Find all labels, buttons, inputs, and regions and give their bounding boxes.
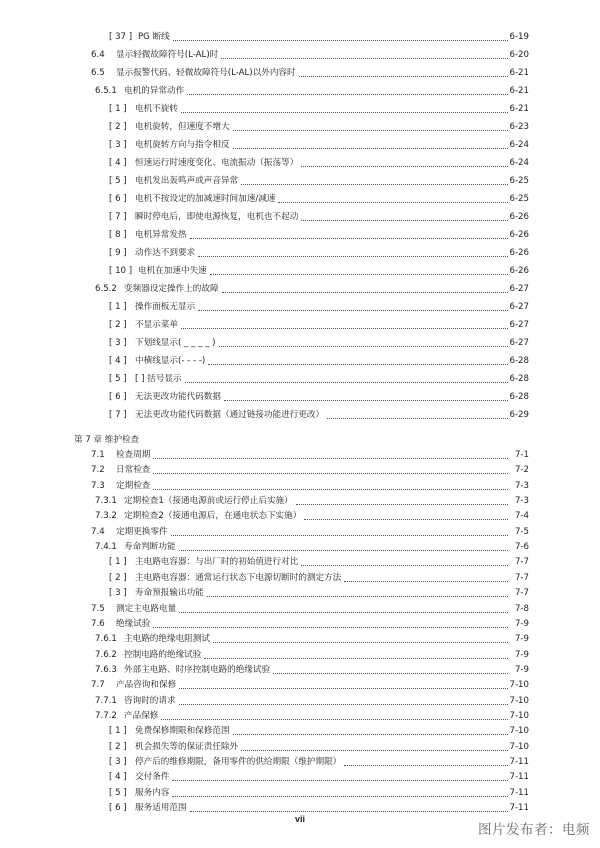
toc-entry-number: 7.1 (91, 450, 105, 460)
toc-entry-number: 6.5 (91, 68, 105, 78)
toc-entry-page: 6-27 (509, 302, 529, 312)
toc-entry-page: 7-1 (514, 450, 529, 460)
dot-leader (221, 44, 508, 59)
toc-entry-number: 7.6.2 (95, 649, 117, 660)
toc-entry-page: 6-24 (509, 140, 529, 150)
dot-leader (179, 598, 508, 613)
toc-entry-page: 6-25 (509, 176, 529, 186)
toc-entry-title: 显示报警代码、轻微故障符号(L-AL)以外内容时 (116, 68, 296, 78)
toc-entry-page: 7-10 (509, 741, 529, 752)
toc-entry-title: 测定主电路电量 (116, 603, 177, 614)
dot-leader (233, 116, 508, 131)
dot-leader (207, 582, 508, 597)
toc-entry-number: [ 8 ] (109, 230, 127, 240)
toc-entry-number: [ 6 ] (109, 194, 127, 204)
toc-entry-title: 电机发出轰鸣声或声音异常 (135, 176, 239, 186)
toc-entry-page: 7-6 (514, 542, 529, 553)
toc-entry-title: 咨询时的请求 (124, 695, 176, 706)
toc-entry-title: 主电路电容器：通常运行状态下电源切断时的测定方法 (135, 572, 342, 583)
toc-entry-page: 7-4 (514, 511, 529, 522)
dot-leader (153, 613, 508, 628)
toc-entry-title: 电机旋转，但速度不增大 (135, 122, 230, 132)
dot-leader (179, 536, 508, 551)
toc-entry-page: 7-7 (514, 588, 529, 599)
toc-entry-number: [ 7 ] (109, 212, 127, 222)
toc-entry-number: 7.6.1 (95, 634, 117, 645)
toc-entry-page: 6-29 (509, 410, 529, 420)
toc-entry-page: 7-7 (514, 557, 529, 568)
toc-entry-page: 6-26 (509, 230, 529, 240)
toc-entry-title: 无法更改功能代码数据（通过链接功能进行更改） (135, 410, 325, 420)
toc-entry-page: 6-28 (509, 356, 529, 366)
toc-entry-number: [ 1 ] (109, 726, 127, 737)
toc-entry-number: [ 4 ] (109, 356, 127, 366)
toc-entry-number: [ 2 ] (109, 320, 127, 330)
toc-entry-number: 7.5 (91, 603, 105, 614)
toc-entry-number: [ 6 ] (109, 392, 127, 402)
toc-entry-title: 不显示菜单 (135, 320, 178, 330)
toc-entry-title: 控制电路的绝缘试验 (124, 649, 202, 660)
toc-entry-number: [ 2 ] (109, 122, 127, 132)
toc-entry-number: [ 6 ] (109, 803, 127, 814)
dot-leader (344, 751, 508, 766)
toc-entry[interactable] (0, 801, 600, 815)
dot-leader (301, 206, 508, 221)
toc-entry-number: 6.4 (91, 50, 105, 60)
toc-entry-page: 7-10 (509, 710, 529, 721)
dot-leader (273, 659, 508, 674)
toc-entry-number: [ 5 ] (109, 374, 127, 384)
toc-entry-title: 变频器设定操作上的故障 (124, 284, 219, 294)
toc-entry-page: 7-9 (514, 618, 529, 629)
dot-leader (179, 674, 508, 689)
toc-entry-title: 产品咨询和保修 (116, 680, 177, 691)
toc-entry-page: 6-27 (509, 338, 529, 348)
toc-entry-page: 6-19 (509, 32, 529, 42)
toc-entry[interactable] (0, 246, 600, 260)
toc-entry[interactable] (0, 372, 600, 386)
toc-entry-page: 6-28 (509, 374, 529, 384)
toc-entry-title: 寿命预报输出功能 (135, 588, 204, 599)
toc-entry-title: 停产后的维修期限，备用零件的供给期限（维护期限） (135, 757, 342, 767)
toc-entry-number: [ 5 ] (109, 176, 127, 186)
toc-entry[interactable] (0, 48, 600, 62)
toc-entry-number: 6.5.2 (95, 284, 117, 294)
toc-entry-number: [ 1 ] (109, 104, 127, 114)
toc-entry[interactable] (0, 84, 600, 98)
dot-leader (278, 188, 508, 203)
dot-leader (190, 797, 508, 812)
toc-entry-title: 定期检查1（接通电源前或运行停止后实施） (124, 496, 293, 507)
toc-entry-number: [ 3 ] (109, 588, 127, 599)
dot-leader (187, 80, 508, 95)
toc-entry-title: 电机不旋转 (135, 104, 178, 114)
toc-entry-number: 7.2 (91, 465, 105, 476)
toc-entry-page: 6-28 (509, 392, 529, 402)
toc-entry-title: 寿命判断功能 (124, 542, 176, 553)
toc-entry[interactable] (0, 192, 600, 206)
toc-entry-title: 电机在加速中失速 (138, 266, 207, 276)
toc-entry-page: 7-9 (514, 649, 529, 660)
dot-leader (208, 350, 508, 365)
toc-entry-page: 7-8 (514, 603, 529, 614)
dot-leader (219, 332, 508, 347)
dot-leader (181, 98, 508, 113)
dot-leader (241, 170, 508, 185)
toc-entry-page: 6-21 (509, 86, 529, 96)
toc-entry-number: [ 1 ] (109, 302, 127, 312)
toc-entry-title: 瞬时停电后，即使电源恢复，电机也不起动 (135, 212, 299, 222)
toc-entry-title: 交付条件 (135, 772, 170, 783)
toc-entry[interactable] (0, 282, 600, 296)
dot-leader (299, 62, 508, 77)
toc-entry-title: 检查周期 (116, 450, 151, 460)
toc-entry[interactable] (0, 300, 600, 314)
toc-entry-page: 7-11 (509, 803, 529, 814)
toc-entry-number: [ 1 ] (109, 557, 127, 568)
toc-entry-page: 7-10 (509, 726, 529, 737)
toc-entry-page: 7-10 (509, 680, 529, 691)
toc-entry-title: 外部主电路、时序控制电路的绝缘试验 (124, 664, 271, 675)
toc-entry-number: 7.7 (91, 680, 105, 691)
toc-entry-title: 服务内容 (135, 787, 170, 798)
toc-entry-page: 7-7 (514, 572, 529, 583)
dot-leader (198, 242, 508, 257)
dot-leader (301, 152, 508, 167)
dot-leader (173, 26, 508, 41)
dot-leader (153, 444, 508, 459)
toc-entry-page: 6-20 (509, 50, 529, 60)
toc-entry[interactable] (0, 494, 600, 508)
dot-leader (241, 736, 508, 751)
toc-entry-number: [ 3 ] (109, 140, 127, 150)
toc-entry-number: [ 5 ] (109, 787, 127, 798)
toc-entry[interactable] (0, 120, 600, 134)
toc-entry-title: 操作面板无显示 (135, 302, 196, 312)
toc-entry[interactable] (0, 66, 600, 80)
toc-entry-page: 6-27 (509, 320, 529, 330)
toc-entry-title: 电机不按设定的加减速时间加速/减速 (135, 194, 276, 204)
toc-entry-title: 电机异常发热 (135, 230, 187, 240)
toc-entry-title: PG 断线 (138, 32, 170, 42)
toc-entry-title: 主电路的绝缘电阻测试 (124, 634, 210, 645)
toc-entry-page: 7-3 (514, 480, 529, 491)
toc-entry-number: [ 2 ] (109, 741, 127, 752)
toc-entry[interactable] (0, 390, 600, 404)
dot-leader (210, 260, 508, 275)
dot-leader (233, 720, 508, 735)
dot-leader (213, 628, 508, 643)
toc-entry[interactable] (0, 156, 600, 170)
toc-entry-page: 6-27 (509, 284, 529, 294)
toc-entry-title: 中横线显示(- - - -) (135, 356, 206, 366)
toc-entry-number: 7.3 (91, 480, 105, 491)
dot-leader (204, 644, 508, 659)
toc-entry[interactable] (0, 336, 600, 350)
toc-entry-title: 定期检查2（接通电源后，在通电状态下实施） (124, 511, 302, 522)
toc-entry[interactable] (0, 102, 600, 116)
toc-entry-title: 恒速运行时速度变化、电流振动（振荡等） (135, 158, 299, 168)
toc-entry-title: 服务适用范围 (135, 803, 187, 814)
toc-entry-title: 产品保修 (124, 710, 159, 721)
toc-entry-number: [ 10 ] (109, 266, 133, 276)
toc-entry-number: 7.3.1 (95, 496, 117, 507)
toc-entry-title: 下划线显示( _ _ _ _ ) (135, 338, 216, 348)
toc-entry-page: 6-25 (509, 194, 529, 204)
toc-entry-number: [ 9 ] (109, 248, 127, 258)
toc-entry-title: 绝缘试验 (116, 618, 151, 629)
toc-entry-number: [ 4 ] (109, 158, 127, 168)
toc-entry-page: 7-11 (509, 772, 529, 783)
toc-entry-page: 7-3 (514, 496, 529, 507)
dot-leader (304, 505, 508, 520)
chapter-title: 第 7 章 维护检查 (74, 435, 140, 445)
toc-entry-page: 6-21 (509, 68, 529, 78)
dot-leader (153, 459, 508, 474)
dot-leader (296, 490, 508, 505)
toc-entry-title: 免费保修期限和保修范围 (135, 726, 230, 737)
toc-entry-title: 显示轻微故障符号(L-AL)时 (116, 50, 219, 60)
toc-entry-number: 7.6 (91, 618, 105, 629)
toc-entry-number: 7.7.1 (95, 695, 117, 706)
toc-entry-number: 7.6.3 (95, 664, 117, 675)
toc-entry[interactable] (0, 210, 600, 224)
dot-leader (171, 521, 508, 536)
toc-entry-page: 7-11 (509, 757, 529, 767)
toc-entry-page: 7-11 (509, 787, 529, 798)
dot-leader (198, 296, 508, 311)
toc-entry-title: 日常检查 (116, 465, 151, 476)
toc-entry-page: 7-10 (509, 695, 529, 706)
toc-entry[interactable] (0, 228, 600, 242)
dot-leader (172, 766, 508, 781)
toc-entry-title: 机会损失等的保证责任除外 (135, 741, 239, 752)
toc-entry[interactable] (0, 354, 600, 368)
toc-entry-title: 主电路电容器：与出厂时的初始值进行对比 (135, 557, 299, 568)
toc-entry[interactable] (0, 264, 600, 278)
toc-entry-page: 7-5 (514, 526, 529, 537)
toc-entry-number: 7.3.2 (95, 511, 117, 522)
toc-entry-page: 6-26 (509, 212, 529, 222)
toc-entry-page: 6-26 (509, 248, 529, 258)
toc-entry-number: [ 3 ] (109, 757, 127, 767)
toc-entry-title: 电机的异常动作 (124, 86, 185, 96)
dot-leader (153, 475, 508, 490)
toc-entry-title: 定期更换零件 (116, 526, 168, 537)
toc-entry[interactable] (0, 30, 600, 44)
publisher-watermark: 图片发布者：电频 (478, 822, 590, 838)
dot-leader (181, 314, 508, 329)
toc-entry[interactable] (0, 174, 600, 188)
page-number: vii (294, 814, 305, 824)
dot-leader (224, 386, 508, 401)
toc-entry-number: 7.4 (91, 526, 105, 537)
toc-entry-number: [ 2 ] (109, 572, 127, 583)
toc-entry-title: 动作达不到要求 (135, 248, 196, 258)
toc-entry[interactable] (0, 555, 600, 569)
dot-leader (344, 567, 508, 582)
toc-entry-number: [ 7 ] (109, 410, 127, 420)
toc-entry[interactable] (0, 408, 600, 422)
toc-entry-page: 7-9 (514, 634, 529, 645)
toc-entry[interactable] (0, 318, 600, 332)
dot-leader (233, 134, 508, 149)
dot-leader (161, 705, 508, 720)
toc-entry-number: [ 4 ] (109, 772, 127, 783)
toc-entry-number: [ 37 ] (109, 32, 133, 42)
toc-entry[interactable] (0, 138, 600, 152)
toc-entry[interactable] (0, 740, 600, 754)
dot-leader (172, 782, 508, 797)
toc-entry-page: 6-23 (509, 122, 529, 132)
toc-entry-title: 定期检查 (116, 480, 151, 491)
toc-entry-number: [ 3 ] (109, 338, 127, 348)
dot-leader (301, 551, 508, 566)
toc-entry-number: 6.5.1 (95, 86, 117, 96)
toc-entry-number: 7.7.2 (95, 710, 117, 721)
toc-entry-title: [ ] 括号显示 (135, 374, 182, 384)
toc-entry-page: 7-9 (514, 664, 529, 675)
toc-entry-page: 6-21 (509, 104, 529, 114)
toc-entry-page: 6-24 (509, 158, 529, 168)
toc-entry-page: 7-2 (514, 465, 529, 476)
toc-entry[interactable] (0, 540, 600, 554)
dot-leader (185, 368, 508, 383)
dot-leader (327, 404, 508, 419)
toc-entry-title: 无法更改功能代码数据 (135, 392, 221, 402)
dot-leader (190, 224, 508, 239)
toc-entry-title: 电机旋转方向与指令相反 (135, 140, 230, 150)
dot-leader (179, 690, 508, 705)
toc-entry-number: 7.4.1 (95, 542, 117, 553)
toc-entry-page: 6-26 (509, 266, 529, 276)
dot-leader (222, 278, 508, 293)
